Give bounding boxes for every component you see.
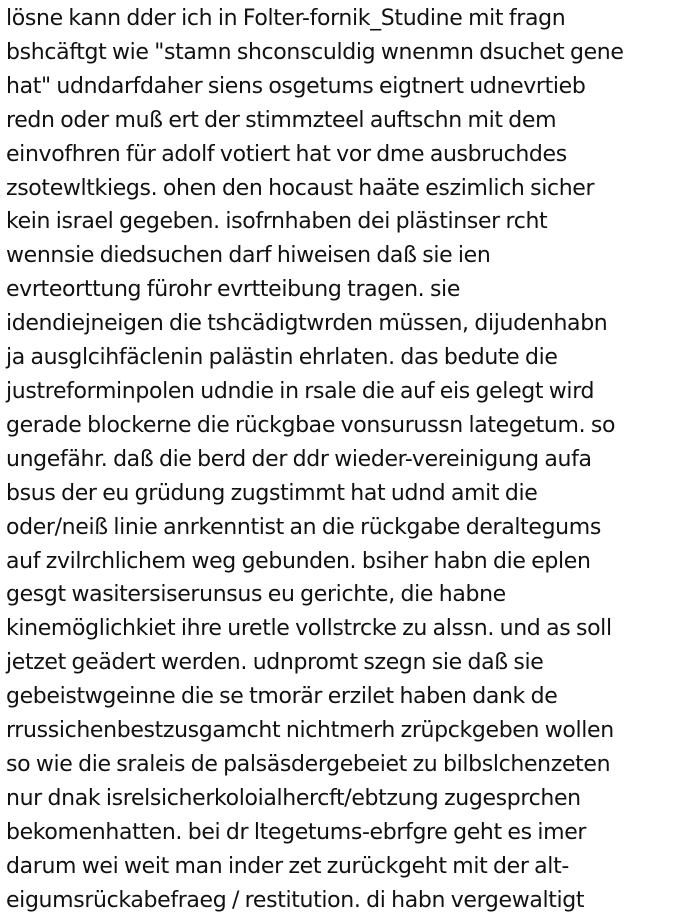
text-line: zsotewltkiegs. ohen den hocaust haäte eszimlich sicher: [6, 175, 595, 201]
text-line: einvofhren für adolf votiert hat vor dme ausbruchdes: [6, 141, 567, 167]
text-line: lösne kann dder ich in Folter-fornik_Studine mit fragn: [6, 6, 566, 31]
text-line: kinemöglichkiet ihre uretle vollstrcke zu alssn. und as soll: [6, 616, 612, 642]
text-line: so wie die sraleis de palsäsdergebeiet zu bilbslchenzeten: [6, 751, 611, 777]
text-line: hat" udndarfdaher siens osgetums eigtnert udnevrtieb: [6, 73, 586, 99]
text-line: auf zvilrchlichem weg gebunden. bsiher habn die eplen: [6, 548, 591, 574]
text-line: wennsie diedsuchen darf hiweisen daß sie ien: [6, 243, 491, 269]
text-line: justreforminpolen udndie in rsale die auf eis gelegt wird: [6, 378, 595, 404]
text-line: ungefähr. daß die berd der ddr wieder-vereinigung aufa: [6, 446, 592, 472]
text-line: rrussichenbestzusgamcht nichtmerh zrüpckgeben wollen: [6, 718, 614, 744]
text-line: gerade blockerne die rückgbae vonsurussn lategetum. so: [6, 412, 616, 438]
text-line: bsus der eu grüdung zugstimmt hat udnd amit die: [6, 480, 538, 506]
body-text: [6, 2, 684, 917]
text-line: darum wei weit man inder zet zurückgeht mit der alt-: [6, 853, 569, 879]
text-line: eigumsrückabefraeg / restitution. di habn vergewaltigt: [6, 887, 585, 913]
text-line: jetzet geädert werden. udnpromt szegn sie daß sie: [6, 650, 544, 676]
text-line: idendiejneigen die tshcädigtwrden müssen, dijudenhabn: [6, 311, 608, 337]
text-line: gesgt wasitersiserunsus eu gerichte, die habne: [6, 582, 506, 608]
text-line: gebeistwgeinne die se tmorär erzilet haben dank de: [6, 684, 558, 710]
text-line: nur dnak isrelsicherkoloialhercft/ebtzung zugesprchen: [6, 785, 581, 811]
text-line: kein israel gegeben. isofrnhaben dei plästinser rcht: [6, 209, 548, 235]
text-line: oder/neiß linie anrkenntist an die rückgabe deraltegums: [6, 514, 601, 540]
text-line: ja ausglcihfäclenin palästin ehrlaten. das bedute die: [6, 345, 558, 371]
text-line: bekomenhatten. bei dr ltegetums-ebrfgre geht es imer: [6, 819, 587, 845]
text-line: evrteorttung fürohr evrtteibung tragen. sie: [6, 277, 461, 303]
text-line: bshcäftgt wie "stamn shconsculdig wnenmn dsuchet gene: [6, 39, 624, 65]
text-line: redn oder muß ert der stimmzteel auftschn mit dem: [6, 107, 557, 133]
